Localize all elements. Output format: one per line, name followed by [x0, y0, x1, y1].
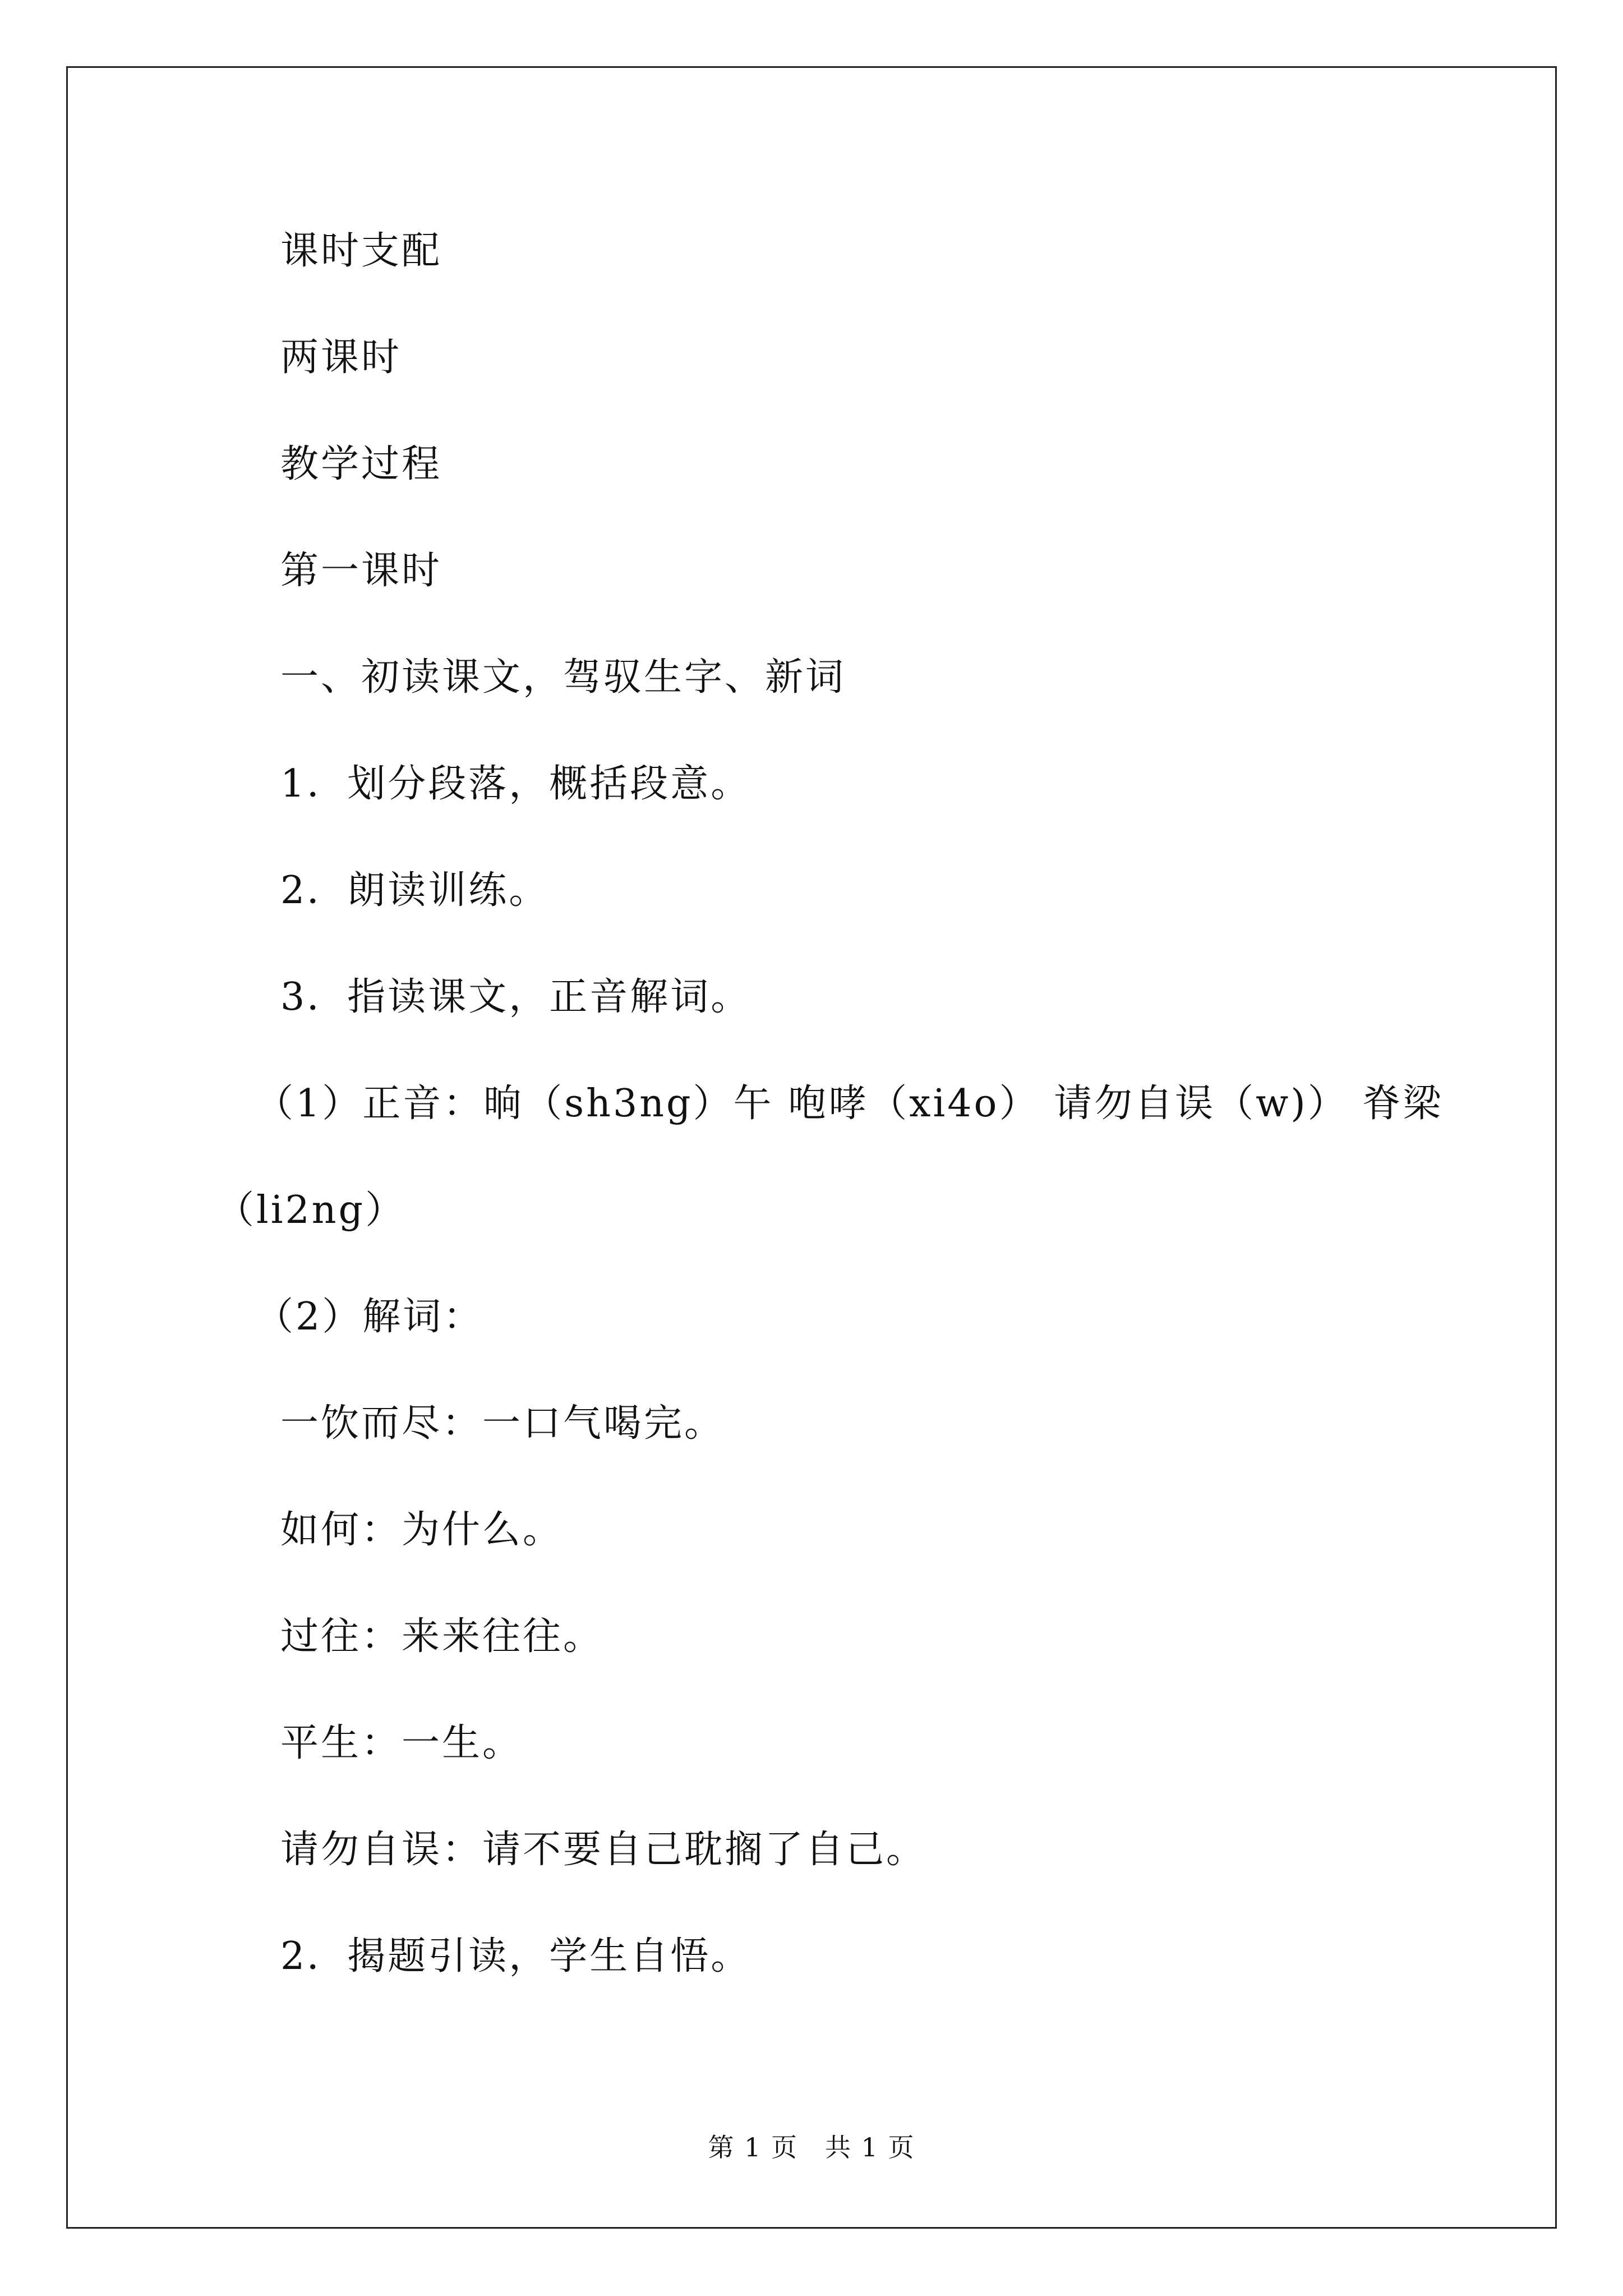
text-line: 1．划分段落，概括段意。 — [280, 762, 751, 806]
text-line: 如何：为什么。 — [280, 1508, 564, 1552]
text-line: 一、初读课文，驾驭生字、新词 — [280, 655, 846, 700]
text-line: 2．揭题引读，学生自悟。 — [280, 1934, 751, 1978]
text-line: 平生：一生。 — [280, 1721, 523, 1765]
text-line: 两课时 — [280, 335, 402, 380]
text-line: 课时支配 — [280, 229, 442, 273]
text-line: 过往：来来往往。 — [280, 1614, 604, 1659]
text-line: 第一课时 — [280, 549, 442, 593]
text-line: （2）解词： — [255, 1295, 484, 1339]
text-line: （1）正音：晌（sh3ng）午 咆哮（xi4o） 请勿自误（w)） 脊梁 — [255, 1082, 1444, 1126]
text-line: 2．朗读训练。 — [280, 868, 550, 913]
page-number-footer: 第 1 页 共 1 页 — [708, 2132, 915, 2162]
text-line-continued: （li2ng） — [216, 1188, 406, 1232]
text-line: 3．指读课文，正音解词。 — [280, 975, 751, 1019]
text-line: 请勿自误：请不要自己耽搁了自己。 — [280, 1828, 927, 1872]
text-line: 一饮而尽：一口气喝完。 — [280, 1401, 725, 1446]
text-line: 教学过程 — [280, 442, 442, 486]
